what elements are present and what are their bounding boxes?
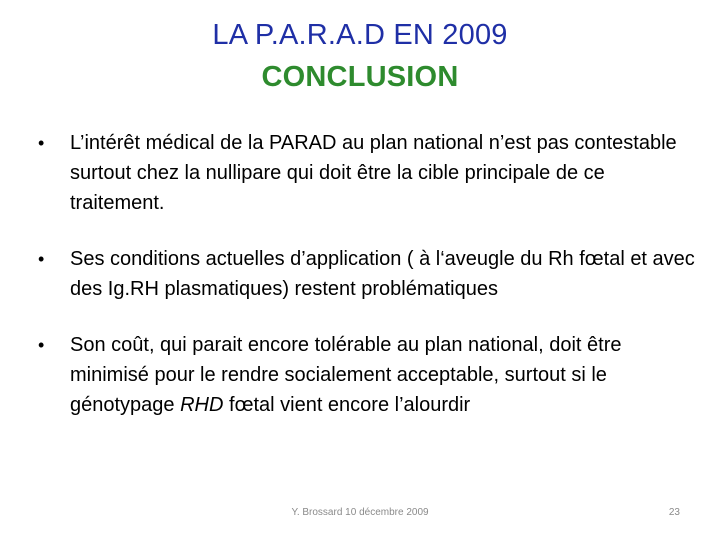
bullet-icon: • <box>38 335 45 355</box>
bullet-text: Ses conditions actuelles d’application ( à l‘aveugle du Rh fœtal et avec des Ig.RH plasmatiques) restent problématiques <box>70 248 695 300</box>
slide-title <box>0 14 720 98</box>
bullet-text-end: fœtal vient encore l’alourdir <box>223 394 471 416</box>
bullet-item <box>38 244 698 304</box>
title-main: LA P.A.R.A.D EN 2009 <box>212 19 508 51</box>
bullet-list <box>38 128 698 446</box>
title-subtitle: CONCLUSION <box>261 61 459 93</box>
footer-author-date: Y. Brossard 10 décembre 2009 <box>291 507 429 518</box>
bullet-item <box>38 330 698 420</box>
bullet-text-italic: RHD <box>180 394 224 416</box>
bullet-icon: • <box>38 249 45 269</box>
bullet-icon: • <box>38 133 45 153</box>
bullet-item <box>38 128 698 218</box>
page-number: 23 <box>668 507 680 518</box>
bullet-text: L’intérêt médical de la PARAD au plan national n’est pas contestable surtout chez la nullipare qui doit être la cible principale de ce traitement. <box>70 132 677 214</box>
bullet-text-start: Son coût, qui parait encore tolérable au plan national, doit être minimisé pour le rendre socialement acceptable, surtout si le génotypage <box>70 334 622 416</box>
